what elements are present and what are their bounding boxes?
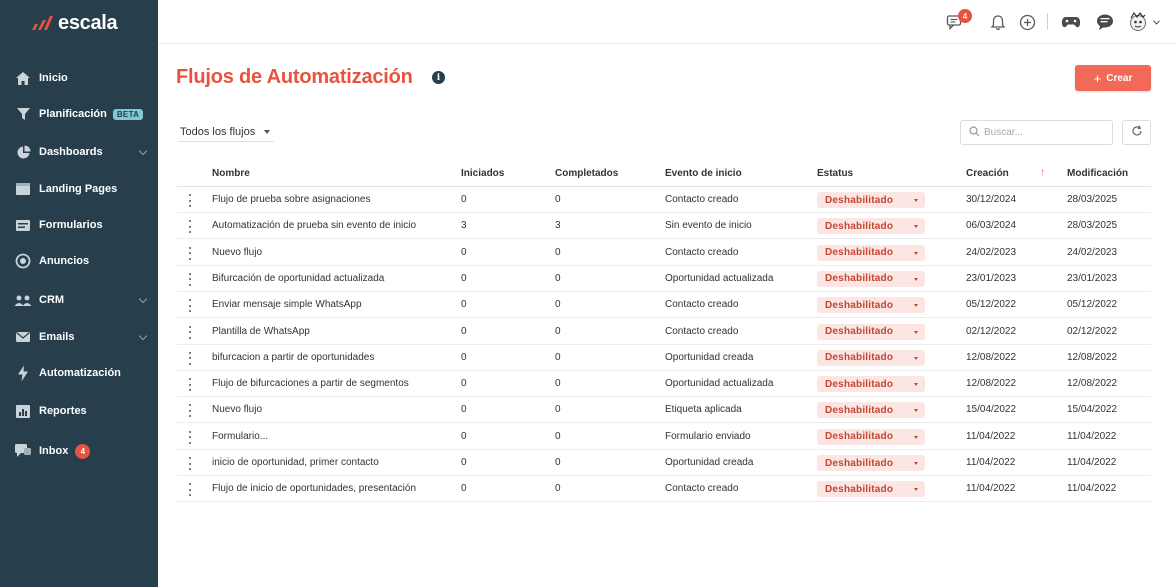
row-menu-icon[interactable] <box>187 352 193 365</box>
table-header <box>177 161 1151 187</box>
gamepad-icon[interactable] <box>1061 12 1081 32</box>
cell-name[interactable]: Formulario... <box>212 430 269 442</box>
sidebar-item-label: Inbox <box>39 445 69 457</box>
cell-completed: 0 <box>555 194 561 205</box>
cell-name[interactable]: Enviar mensaje simple WhatsApp <box>212 299 362 311</box>
cell-created: 11/04/2022 <box>966 430 1016 442</box>
row-menu-icon[interactable] <box>187 483 193 496</box>
cell-name[interactable]: Flujo de prueba sobre asignaciones <box>212 194 371 205</box>
status-label: Deshabilitado <box>825 431 894 443</box>
cell-start-event: Oportunidad creada <box>665 457 754 468</box>
sidebar-item-dashboards[interactable] <box>0 138 158 166</box>
column-header-nombre[interactable]: Nombre <box>212 168 250 179</box>
status-dropdown[interactable] <box>817 297 925 313</box>
table-row[interactable] <box>177 292 1151 318</box>
sidebar-item-label: Landing Pages <box>39 183 118 195</box>
status-label: Deshabilitado <box>825 483 894 495</box>
cell-started: 0 <box>461 246 467 258</box>
cell-completed: 0 <box>555 404 561 416</box>
table-row[interactable] <box>177 397 1151 423</box>
cell-modified: 24/02/2023 <box>1067 246 1118 258</box>
cell-name[interactable]: Nuevo flujo <box>212 404 263 416</box>
cell-start-event: Sin evento de inicio <box>665 220 752 232</box>
status-label: Deshabilitado <box>825 194 894 206</box>
cell-started: 0 <box>461 272 467 284</box>
table-row[interactable] <box>177 424 1151 450</box>
status-dropdown[interactable] <box>817 455 925 471</box>
cell-created: 24/02/2023 <box>966 246 1017 258</box>
cell-start-event: Etiqueta aplicada <box>665 404 742 416</box>
cell-modified: 23/01/2023 <box>1067 272 1118 284</box>
plus-circle-icon[interactable] <box>1017 12 1037 32</box>
column-header-evento[interactable]: Evento de inicio <box>665 168 742 179</box>
caret-down-icon <box>914 409 918 412</box>
status-dropdown[interactable] <box>817 271 925 287</box>
chevron-down-icon <box>139 295 147 303</box>
cell-name[interactable]: Plantilla de WhatsApp <box>212 325 310 337</box>
sidebar-item-inbox[interactable] <box>0 437 158 465</box>
cell-created: 11/04/2022 <box>966 483 1016 495</box>
cell-started: 0 <box>461 457 467 468</box>
chevron-down-icon <box>139 147 147 155</box>
logo-bars-icon <box>32 16 54 30</box>
status-label: Deshabilitado <box>825 404 894 416</box>
info-icon[interactable]: i <box>432 71 445 84</box>
sidebar-item-landing-pages[interactable] <box>0 175 158 203</box>
cell-modified: 12/08/2022 <box>1067 378 1118 390</box>
caret-down-icon <box>914 462 918 465</box>
cell-completed: 0 <box>555 246 561 258</box>
plus-icon: + <box>1093 70 1102 86</box>
cell-modified: 15/04/2022 <box>1067 404 1118 416</box>
cell-created: 06/03/2024 <box>966 220 1017 232</box>
landing-page-icon <box>14 180 32 198</box>
cell-created: 05/12/2022 <box>966 299 1017 311</box>
cell-created: 15/04/2022 <box>966 404 1017 416</box>
row-menu-icon[interactable] <box>187 378 193 391</box>
logo-text: escala <box>58 11 118 34</box>
cell-completed: 3 <box>555 220 561 232</box>
cell-completed: 0 <box>555 272 561 284</box>
create-button[interactable] <box>1075 65 1151 91</box>
cell-created: 02/12/2022 <box>966 325 1017 337</box>
cell-started: 0 <box>461 404 467 416</box>
sidebar-item-anuncios[interactable] <box>0 247 158 275</box>
search-input[interactable] <box>984 127 1104 138</box>
topbar-separator <box>1047 13 1048 30</box>
inbox-count-badge: 4 <box>75 444 90 459</box>
reports-icon <box>14 402 32 420</box>
cell-completed: 0 <box>555 483 561 495</box>
table-row[interactable] <box>177 266 1151 292</box>
cell-name[interactable]: Flujo de bifurcaciones a partir de segmentos <box>212 378 409 390</box>
caret-down-icon <box>914 304 918 307</box>
cell-start-event: Contacto creado <box>665 483 739 495</box>
sidebar-item-emails[interactable] <box>0 323 158 351</box>
cell-started: 0 <box>461 378 467 390</box>
sidebar-item-label: Anuncios <box>39 255 90 267</box>
caret-down-icon <box>264 130 270 134</box>
users-icon <box>14 291 32 309</box>
caret-down-icon <box>914 278 918 281</box>
sidebar-item-planificacion[interactable] <box>0 100 158 128</box>
table-row[interactable] <box>177 187 1151 213</box>
cell-start-event: Contacto creado <box>665 194 739 205</box>
status-dropdown[interactable] <box>817 376 925 392</box>
cell-started: 0 <box>461 351 467 363</box>
cell-completed: 0 <box>555 378 561 390</box>
caret-down-icon <box>914 488 918 491</box>
sidebar-item-formularios[interactable] <box>0 211 158 239</box>
table-row[interactable] <box>177 319 1151 345</box>
status-label: Deshabilitado <box>825 378 894 390</box>
status-label: Deshabilitado <box>825 273 894 285</box>
cell-started: 0 <box>461 483 467 495</box>
row-menu-icon[interactable] <box>187 457 193 470</box>
cell-start-event: Formulario enviado <box>665 430 751 442</box>
search-box[interactable] <box>960 120 1113 145</box>
envelope-icon <box>14 328 32 346</box>
sidebar-item-label: Reportes <box>39 405 87 417</box>
cell-completed: 0 <box>555 430 561 442</box>
column-header-iniciados[interactable]: Iniciados <box>461 168 505 179</box>
sort-ascending-icon[interactable]: ↑ <box>1040 167 1045 178</box>
sidebar-item-label: Automatización <box>39 367 121 379</box>
search-icon <box>969 124 980 142</box>
flow-filter-dropdown[interactable] <box>178 122 274 142</box>
status-dropdown[interactable] <box>817 481 925 497</box>
status-dropdown[interactable] <box>817 192 925 208</box>
home-icon <box>14 69 32 87</box>
row-menu-icon[interactable] <box>187 247 193 260</box>
chat-icon <box>14 442 32 460</box>
cell-start-event: Contacto creado <box>665 299 739 311</box>
sidebar-item-inicio[interactable] <box>0 64 158 92</box>
refresh-icon <box>1131 124 1143 142</box>
cell-start-event: Oportunidad creada <box>665 351 754 363</box>
caret-down-icon <box>914 225 918 228</box>
status-label: Deshabilitado <box>825 352 894 364</box>
column-header-estatus[interactable]: Estatus <box>817 168 854 179</box>
status-label: Deshabilitado <box>825 326 894 337</box>
create-button-label: Crear <box>1106 72 1133 84</box>
cell-start-event: Oportunidad actualizada <box>665 378 774 390</box>
status-dropdown[interactable] <box>817 429 925 445</box>
cell-name[interactable]: bifurcacion a partir de oportunidades <box>212 351 375 363</box>
chevron-down-icon[interactable] <box>1152 12 1160 32</box>
status-dropdown[interactable] <box>817 218 925 234</box>
cell-modified: 12/08/2022 <box>1067 351 1118 363</box>
cell-start-event: Oportunidad actualizada <box>665 272 774 284</box>
caret-down-icon <box>914 331 918 334</box>
row-menu-icon[interactable] <box>187 273 193 286</box>
escala-logo[interactable] <box>32 12 117 34</box>
table-row[interactable] <box>177 345 1151 371</box>
pie-chart-icon <box>14 143 32 161</box>
status-label: Deshabilitado <box>825 220 894 232</box>
cell-modified: 11/04/2022 <box>1067 430 1117 442</box>
caret-down-icon <box>914 199 918 202</box>
cell-created: 11/04/2022 <box>966 457 1016 468</box>
cell-created: 12/08/2022 <box>966 378 1017 390</box>
row-menu-icon[interactable] <box>187 299 193 312</box>
caret-down-icon <box>914 383 918 386</box>
sidebar-item-label: Emails <box>39 331 75 343</box>
cell-completed: 0 <box>555 457 561 468</box>
row-menu-icon[interactable] <box>187 194 193 207</box>
status-dropdown[interactable] <box>817 350 925 366</box>
table-row[interactable] <box>177 213 1151 239</box>
cell-started: 0 <box>461 194 467 205</box>
cell-name[interactable]: inicio de oportunidad, primer contacto <box>212 457 379 468</box>
cell-modified: 28/03/2025 <box>1067 194 1118 205</box>
cell-completed: 0 <box>555 351 561 363</box>
status-dropdown[interactable] <box>817 402 925 418</box>
lightning-icon <box>14 364 32 382</box>
column-header-modificacion[interactable]: Modificación <box>1067 168 1129 179</box>
cell-start-event: Contacto creado <box>665 325 739 337</box>
cell-modified: 02/12/2022 <box>1067 325 1118 337</box>
table-row[interactable] <box>177 371 1151 397</box>
cell-name[interactable]: Automatización de prueba sin evento de inicio <box>212 220 417 232</box>
cell-started: 0 <box>461 299 467 311</box>
sidebar-item-label: Formularios <box>39 219 103 231</box>
form-icon <box>14 216 32 234</box>
cell-name[interactable]: Nuevo flujo <box>212 246 263 258</box>
cell-name[interactable]: Flujo de inicio de oportunidades, presentación <box>212 483 417 495</box>
column-header-completados[interactable]: Completados <box>555 168 619 179</box>
messages-count-badge: 4 <box>958 9 972 23</box>
beta-badge: BETA <box>113 109 143 120</box>
cell-modified: 11/04/2022 <box>1067 483 1117 495</box>
caret-down-icon <box>914 436 918 439</box>
refresh-button[interactable] <box>1122 120 1151 145</box>
table-row[interactable] <box>177 450 1151 476</box>
cell-name[interactable]: Bifurcación de oportunidad actualizada <box>212 272 385 284</box>
row-menu-icon[interactable] <box>187 431 193 444</box>
row-menu-icon[interactable] <box>187 326 193 339</box>
megaphone-icon <box>14 252 32 270</box>
status-label: Deshabilitado <box>825 299 894 311</box>
cell-created: 30/12/2024 <box>966 194 1017 205</box>
table-row[interactable] <box>177 240 1151 266</box>
status-dropdown[interactable] <box>817 245 925 261</box>
cell-modified: 28/03/2025 <box>1067 220 1118 232</box>
page-title: Flujos de Automatización <box>176 66 413 88</box>
caret-down-icon <box>914 252 918 255</box>
sidebar-item-label: Inicio <box>39 72 68 84</box>
support-chat-icon[interactable] <box>1095 12 1115 32</box>
bell-icon[interactable] <box>988 12 1008 32</box>
row-menu-icon[interactable] <box>187 220 193 233</box>
status-dropdown[interactable] <box>817 324 925 340</box>
flow-filter-label: Todos los flujos <box>180 125 256 138</box>
cell-started: 3 <box>461 220 467 232</box>
cell-completed: 0 <box>555 299 561 311</box>
cell-modified: 11/04/2022 <box>1067 457 1117 468</box>
cell-modified: 05/12/2022 <box>1067 299 1118 311</box>
sidebar-item-reportes[interactable] <box>0 397 158 425</box>
sidebar-item-label: CRM <box>39 294 65 306</box>
cell-completed: 0 <box>555 325 561 337</box>
sidebar-item-label: Dashboards <box>39 146 103 158</box>
row-menu-icon[interactable] <box>187 404 193 417</box>
caret-down-icon <box>914 357 918 360</box>
avatar-icon[interactable] <box>1128 12 1150 32</box>
table-row[interactable] <box>177 476 1151 502</box>
sidebar-item-label: Planificación <box>39 108 107 120</box>
status-label: Deshabilitado <box>825 457 894 469</box>
column-header-creacion[interactable]: Creación <box>966 168 1009 179</box>
cell-started: 0 <box>461 430 467 442</box>
sidebar-item-automatizacion[interactable] <box>0 359 158 387</box>
chevron-down-icon <box>139 332 147 340</box>
cell-start-event: Contacto creado <box>665 246 739 258</box>
sidebar-item-crm[interactable] <box>0 286 158 314</box>
cell-created: 12/08/2022 <box>966 351 1017 363</box>
sidebar <box>0 0 158 587</box>
status-label: Deshabilitado <box>825 247 894 259</box>
cell-created: 23/01/2023 <box>966 272 1017 284</box>
cell-started: 0 <box>461 325 467 337</box>
funnel-icon <box>14 105 32 123</box>
